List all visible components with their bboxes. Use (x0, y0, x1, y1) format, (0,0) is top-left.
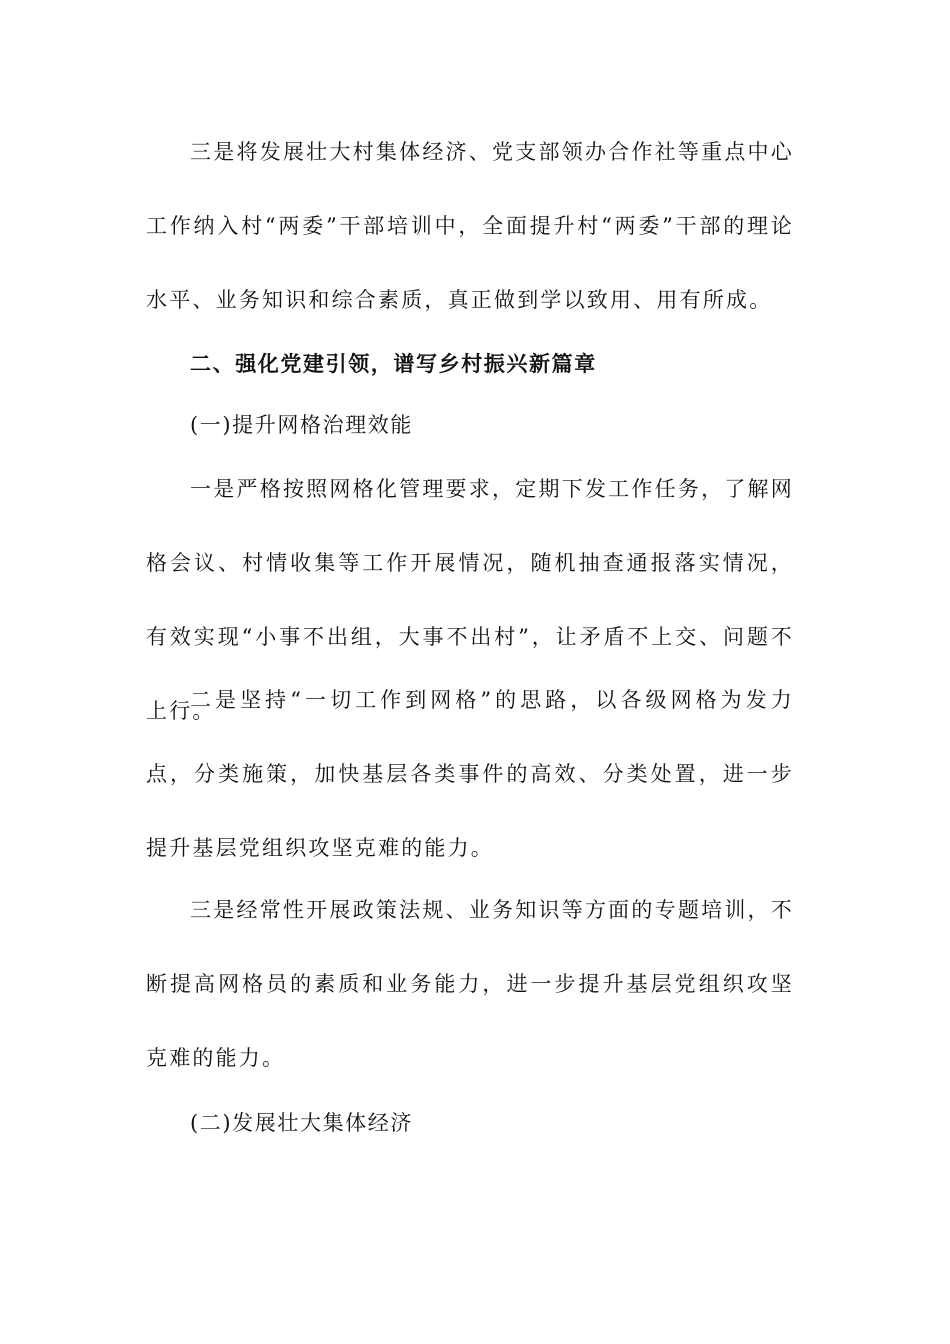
paragraph-training: 三是将发展壮大村集体经济、党支部领办合作社等重点中心工作纳入村“两委”干部培训中，全面提升村“两委”干部的理论水平、业务知识和综合素质，真正做到学以致用、用有所成。 (146, 140, 794, 312)
subsection-heading-economy: (二)发展壮大集体经济 (190, 1111, 413, 1135)
paragraph-grid-management: 一是严格按照网格化管理要求，定期下发工作任务，了解网格会议、村情收集等工作开展情况，随机抽查通报落实情况，有效实现“小事不出组，大事不出村”，让矛盾不上交、问题不上行。 (146, 477, 794, 723)
paragraph-grid-thinking: 二是坚持“一切工作到网格”的思路，以各级网格为发力点，分类施策，加快基层各类事件的高效、分类处置，进一步提升基层党组织攻坚克难的能力。 (146, 688, 794, 860)
subsection-heading-grid: (一)提升网格治理效能 (190, 413, 413, 437)
paragraph-grid-training: 三是经常性开展政策法规、业务知识等方面的专题培训，不断提高网格员的素质和业务能力，进一步提升基层党组织攻坚克难的能力。 (146, 898, 794, 1070)
section-heading: 二、强化党建引领，谱写乡村振兴新篇章 (190, 351, 597, 376)
